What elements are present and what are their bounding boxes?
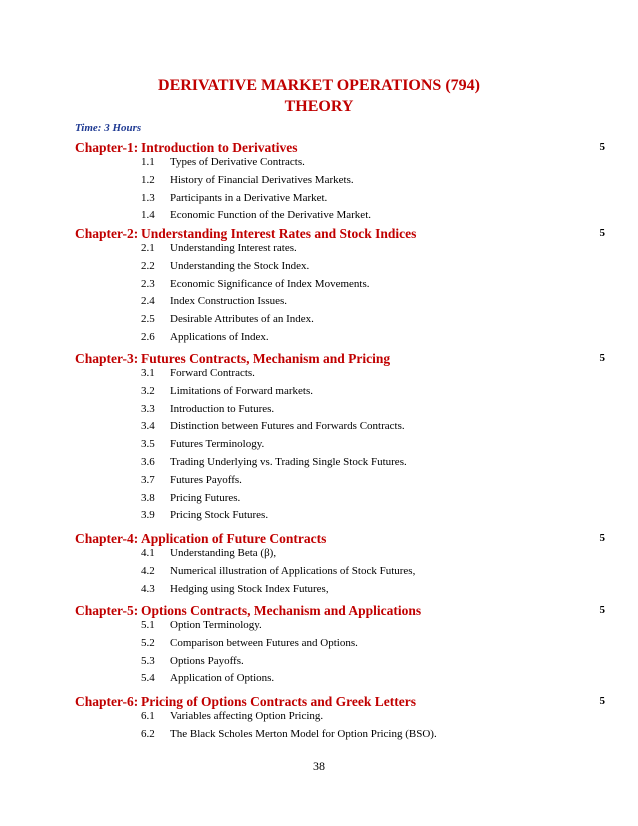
topic-item bbox=[141, 637, 621, 653]
topic-text: Types of Derivative Contracts. bbox=[170, 156, 305, 168]
topic-number: 5.2 bbox=[141, 636, 155, 649]
topic-text: Hedging using Stock Index Futures, bbox=[170, 582, 329, 595]
topic-item bbox=[141, 710, 621, 726]
topic-text: Application of Options. bbox=[170, 672, 275, 685]
chapter-marks: 5 bbox=[599, 532, 605, 544]
time-allowed: Time: 3 Hours bbox=[75, 122, 142, 134]
topic-text: Futures Terminology. bbox=[170, 438, 265, 451]
topic-item bbox=[141, 156, 621, 172]
topic-text: Index Construction Issues. bbox=[170, 295, 288, 308]
topic-text: Understanding Beta (β), bbox=[170, 547, 277, 559]
topic-text: Understanding the Stock Index. bbox=[170, 259, 310, 272]
topic-number: 3.6 bbox=[141, 456, 155, 468]
topic-text: Variables affecting Option Pricing. bbox=[170, 710, 324, 722]
topic-text: Participants in a Derivative Market. bbox=[170, 191, 328, 204]
chapter-label: Chapter-1: bbox=[75, 140, 139, 155]
topic-text: Applications of Index. bbox=[170, 331, 269, 343]
topic-number: 3.5 bbox=[141, 438, 155, 451]
topic-item bbox=[141, 367, 621, 383]
topic-text: Forward Contracts. bbox=[170, 367, 255, 379]
chapter-title: Introduction to Derivatives bbox=[141, 140, 298, 155]
topic-number: 2.2 bbox=[141, 259, 155, 272]
topic-item bbox=[141, 655, 621, 671]
topic-item bbox=[141, 492, 621, 508]
topic-text: The Black Scholes Merton Model for Option Pricing (BSO). bbox=[170, 727, 437, 740]
topic-number: 3.3 bbox=[141, 402, 155, 415]
topic-number: 1.3 bbox=[141, 191, 155, 204]
topic-number: 5.3 bbox=[141, 654, 155, 667]
chapter-label: Chapter-4: bbox=[75, 531, 139, 546]
topic-number: 3.9 bbox=[141, 509, 155, 522]
page-subtitle: THEORY bbox=[284, 98, 354, 115]
topic-item bbox=[141, 583, 621, 599]
topic-number: 3.7 bbox=[141, 473, 155, 486]
topic-text: Option Terminology. bbox=[170, 619, 262, 631]
topic-text: Numerical illustration of Applications of Stock Futures, bbox=[170, 564, 416, 577]
topic-text: Comparison between Futures and Options. bbox=[170, 636, 358, 649]
topic-item bbox=[141, 313, 621, 329]
topic-number: 1.1 bbox=[141, 156, 155, 168]
topic-text: Distinction between Futures and Forwards Contracts. bbox=[170, 420, 405, 433]
topic-number: 4.3 bbox=[141, 582, 155, 595]
topic-item bbox=[141, 260, 621, 276]
topic-text: Economic Function of the Derivative Market. bbox=[170, 209, 371, 222]
topic-item bbox=[141, 242, 621, 258]
topic-text: Limitations of Forward markets. bbox=[170, 384, 313, 397]
topic-item bbox=[141, 403, 621, 419]
page-title: DERIVATIVE MARKET OPERATIONS (794) bbox=[158, 77, 480, 94]
chapter-marks: 5 bbox=[599, 352, 605, 364]
topic-text: History of Financial Derivatives Markets. bbox=[170, 173, 354, 186]
topic-number: 4.1 bbox=[141, 547, 155, 559]
topic-item bbox=[141, 209, 621, 225]
chapter-marks: 5 bbox=[599, 141, 605, 153]
topic-text: Economic Significance of Index Movements. bbox=[170, 277, 370, 290]
topic-item bbox=[141, 331, 621, 347]
topic-item bbox=[141, 438, 621, 454]
topic-text: Pricing Futures. bbox=[170, 491, 241, 504]
topic-number: 3.8 bbox=[141, 491, 155, 504]
topic-number: 3.2 bbox=[141, 384, 155, 397]
topic-text: Understanding Interest rates. bbox=[170, 242, 297, 254]
topic-text: Desirable Attributes of an Index. bbox=[170, 313, 314, 326]
topic-number: 2.1 bbox=[141, 242, 155, 254]
topic-text: Pricing Stock Futures. bbox=[170, 509, 269, 522]
topic-item bbox=[141, 619, 621, 635]
topic-number: 5.1 bbox=[141, 619, 155, 631]
chapter-label: Chapter-6: bbox=[75, 694, 139, 709]
chapter-title: Understanding Interest Rates and Stock Indices bbox=[141, 226, 417, 241]
chapter-title: Options Contracts, Mechanism and Applications bbox=[141, 603, 422, 618]
topic-item bbox=[141, 509, 621, 525]
topic-item bbox=[141, 728, 621, 744]
topic-item bbox=[141, 420, 621, 436]
topic-number: 5.4 bbox=[141, 672, 155, 685]
topic-item bbox=[141, 278, 621, 294]
topic-item bbox=[141, 174, 621, 190]
topic-item bbox=[141, 565, 621, 581]
topic-number: 3.1 bbox=[141, 367, 155, 379]
topic-number: 4.2 bbox=[141, 564, 155, 577]
topic-number: 2.6 bbox=[141, 331, 155, 343]
chapter-marks: 5 bbox=[599, 695, 605, 707]
chapter-title: Application of Future Contracts bbox=[141, 531, 327, 546]
topic-item bbox=[141, 456, 621, 472]
topic-item bbox=[141, 672, 621, 688]
chapter-title: Futures Contracts, Mechanism and Pricing bbox=[141, 351, 391, 366]
topic-item bbox=[141, 474, 621, 490]
topic-number: 2.5 bbox=[141, 313, 155, 326]
topic-item bbox=[141, 192, 621, 208]
topic-item bbox=[141, 385, 621, 401]
page-number: 38 bbox=[313, 759, 325, 773]
chapter-label: Chapter-3: bbox=[75, 351, 139, 366]
chapter-label: Chapter-5: bbox=[75, 603, 139, 618]
topic-number: 2.4 bbox=[141, 295, 155, 308]
chapter-marks: 5 bbox=[599, 604, 605, 616]
topic-text: Futures Payoffs. bbox=[170, 473, 242, 486]
topic-item bbox=[141, 295, 621, 311]
chapter-label: Chapter-2: bbox=[75, 226, 139, 241]
topic-number: 6.1 bbox=[141, 710, 155, 722]
topic-item bbox=[141, 547, 621, 563]
topic-number: 1.2 bbox=[141, 173, 155, 186]
chapter-marks: 5 bbox=[599, 227, 605, 239]
topic-number: 6.2 bbox=[141, 727, 155, 740]
topic-text: Introduction to Futures. bbox=[170, 402, 275, 415]
topic-text: Trading Underlying vs. Trading Single Stock Futures. bbox=[170, 456, 407, 468]
chapter-title: Pricing of Options Contracts and Greek Letters bbox=[141, 694, 416, 709]
topic-number: 1.4 bbox=[141, 209, 155, 222]
topic-number: 3.4 bbox=[141, 420, 155, 433]
topic-text: Options Payoffs. bbox=[170, 654, 244, 667]
topic-number: 2.3 bbox=[141, 277, 155, 290]
